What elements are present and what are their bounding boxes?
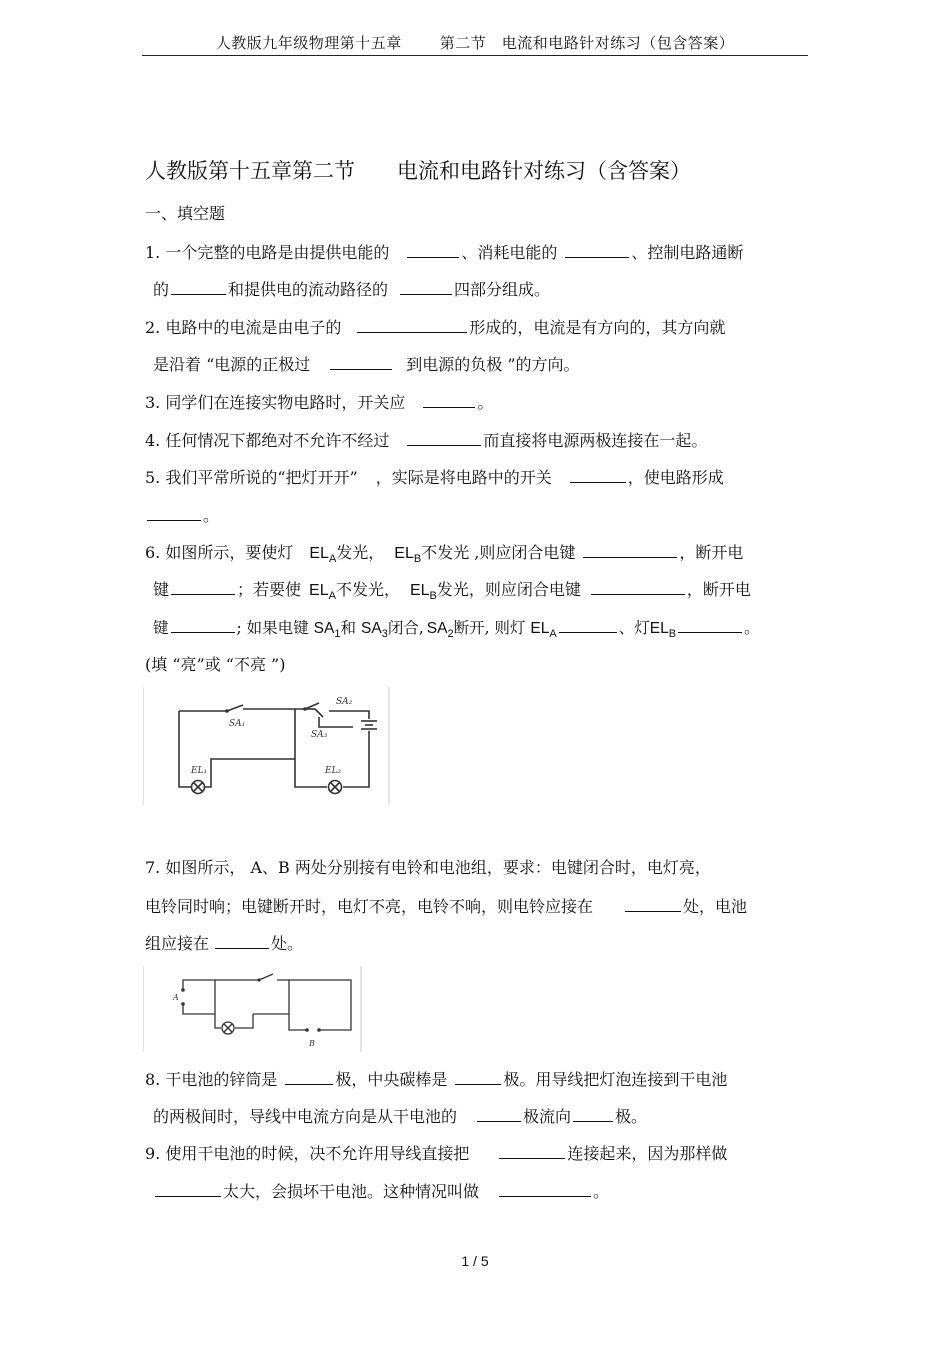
q1-line2: 的 和提供电的流动路径的 四部分组成。	[153, 277, 550, 302]
q6-line1: 6. 如图所示，要使灯 $EL_A$发光， $EL_B$不发光 ,则应闭合电键 ，断开电	[145, 540, 743, 571]
circuit-figure-2	[143, 966, 365, 1054]
q7-line3: 组应接在 处。	[145, 931, 303, 956]
q2-line2: 是沿着 “电源的正极过 到电源的负极 ”的方向。	[153, 352, 580, 377]
label-b: B	[309, 1039, 315, 1048]
title-part1: 人教版第十五章第二节	[145, 159, 355, 183]
page-header	[142, 32, 808, 54]
label-el2: EL₂	[325, 766, 342, 776]
answer-blank[interactable]	[423, 390, 475, 408]
answer-blank[interactable]	[400, 277, 452, 295]
answer-blank[interactable]	[499, 1141, 565, 1159]
label-el1: EL₁	[191, 766, 208, 776]
answer-blank[interactable]	[171, 615, 235, 633]
label-sa2: SA₂	[336, 697, 353, 707]
answer-blank[interactable]	[147, 503, 201, 521]
answer-blank[interactable]	[678, 615, 742, 633]
answer-blank[interactable]	[570, 465, 626, 483]
q8-line2: 的两极间时，导线中电流方向是从干电池的 极流向 极。	[153, 1104, 647, 1129]
answer-blank[interactable]	[330, 352, 392, 370]
header-left: 人教版九年级物理第十五章	[215, 34, 402, 52]
q7-line2: 电铃同时响；电键断开时，电灯不亮，电铃不响，则电铃应接在 处，电池	[145, 894, 747, 919]
label-sa1: SA₁	[229, 719, 246, 729]
answer-blank[interactable]	[171, 277, 226, 295]
q6-line2: 键 ；若要使 $EL_A$不发光， $EL_B$发光，则应闭合电键 ，断开电	[153, 577, 751, 608]
label-a: A	[173, 993, 179, 1002]
title-part2: 电流和电路针对练习（含答案）	[397, 159, 691, 183]
answer-blank[interactable]	[155, 1179, 221, 1197]
header-right: 第二节 电流和电路针对练习（包含答案）	[439, 34, 735, 52]
answer-blank[interactable]	[499, 1179, 591, 1197]
q8-line1: 8. 干电池的锌筒是 极，中央碳棒是 极。用导线把灯泡连接到干电池	[145, 1067, 727, 1092]
document-title	[145, 157, 691, 185]
q7-line1: 7. 如图所示， A、B 两处分别接有电铃和电池组，要求：电键闭合时，电灯亮，	[145, 858, 711, 877]
q4-line: 4. 任何情况下都绝对不允许不经过 而直接将电源两极连接在一起。	[145, 428, 707, 453]
q6-line3: 键 ; 如果电键 $SA_1$和 $SA_3$闭合, $SA_2$断开, 则灯 $EL_A$ 、灯$EL_B$ 。	[153, 615, 760, 646]
page-number: 1 / 5	[461, 1253, 489, 1269]
q9-line1: 9. 使用干电池的时候，决不允许用导线直接把 连接起来，因为那样做	[145, 1141, 727, 1166]
answer-blank[interactable]	[285, 1067, 333, 1085]
label-sa3: SA₃	[311, 730, 328, 740]
q1-line1: 1. 一个完整的电路是由提供电能的 、消耗电能的 、控制电路通断	[145, 240, 743, 265]
circuit-figure-1	[143, 687, 391, 807]
answer-blank[interactable]	[559, 615, 617, 633]
answer-blank[interactable]	[407, 428, 481, 446]
answer-blank[interactable]	[477, 1104, 521, 1122]
q2-line1: 2. 电路中的电流是由电子的 形成的，电流是有方向的，其方向就	[145, 315, 725, 340]
q6-line4: (填 “亮”或 “不亮 ”)	[145, 655, 286, 674]
answer-blank[interactable]	[573, 1104, 613, 1122]
answer-blank[interactable]	[591, 577, 685, 595]
q9-line2: 太大，会损坏干电池。这种情况叫做 。	[153, 1179, 609, 1204]
answer-blank[interactable]	[583, 540, 677, 558]
q5-line2: 。	[145, 503, 219, 528]
answer-blank[interactable]	[357, 315, 467, 333]
answer-blank[interactable]	[565, 240, 629, 258]
q3-line: 3. 同学们在连接实物电路时，开关应 。	[145, 390, 493, 415]
answer-blank[interactable]	[625, 894, 681, 912]
answer-blank[interactable]	[215, 931, 269, 949]
section-heading: 一、填空题	[145, 204, 226, 223]
q5-line1: 5. 我们平常所说的“把灯开开” ，实际是将电路中的开关 ，使电路形成	[145, 465, 724, 490]
answer-blank[interactable]	[407, 240, 459, 258]
header-rule	[142, 55, 808, 56]
answer-blank[interactable]	[455, 1067, 501, 1085]
answer-blank[interactable]	[171, 577, 235, 595]
